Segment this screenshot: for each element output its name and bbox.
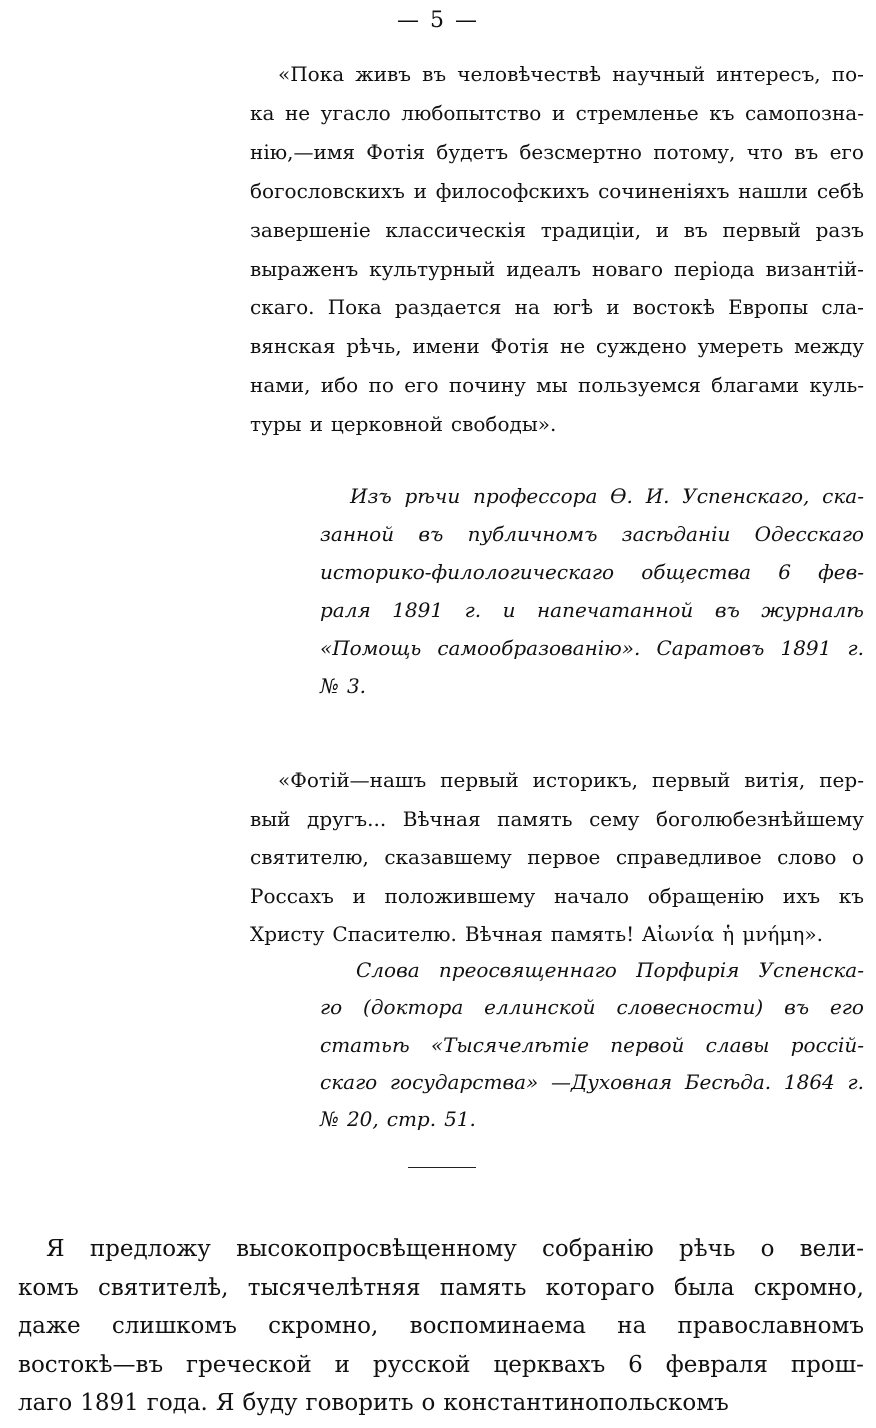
text-line: скаго государства» —Духовная Бесѣда. 1864 г. [320, 1069, 864, 1094]
text-line: историко-филологическаго общества 6 фев- [320, 560, 864, 584]
text-line: даже слишкомъ скромно, воспоминаема на православномъ [18, 1313, 864, 1339]
page-number: — 5 — [397, 8, 479, 33]
text-line: «Помощь самообразованію». Саратовъ 1891 г. [320, 636, 864, 660]
text-line: Изъ рѣчи профессора Ѳ. И. Успенскаго, ска- [350, 484, 864, 508]
text-line: «Фотій—нашъ первый историкъ, первый витія, пер- [278, 768, 864, 792]
text-line: «Пока живъ въ человѣчествѣ научный интересъ, по- [278, 62, 864, 86]
text-line: туры и церковной свободы». [250, 412, 557, 437]
section-divider [408, 1167, 476, 1168]
text-line: раля 1891 г. и напечатанной въ журналѣ [320, 598, 864, 622]
text-line: завершеніе классическія традиціи, и въ первый разъ [250, 217, 864, 242]
text-line: комъ святителѣ, тысячелѣтняя память котораго была скромно, [18, 1274, 864, 1301]
text-line: Россахъ и положившему начало обращенію ихъ къ [250, 883, 864, 908]
text-line: скаго. Пока раздается на югѣ и востокѣ Европы сла- [250, 295, 864, 320]
text-line: богословскихъ и философскихъ сочиненіяхъ нашли себѣ [250, 178, 864, 203]
text-line: вянская рѣчь, имени Фотія не суждено умереть между [250, 334, 864, 359]
text-line: Слова преосвященнаго Порфирія Успенска- [356, 958, 864, 982]
text-line: нію,—имя Фотія будетъ безсмертно потому, что въ его [250, 139, 864, 164]
text-line: Христу Спасителю. Вѣчная память! Αἰωνία ἡ μνήμη». [250, 922, 823, 946]
text-line: № 20, стр. 51. [320, 1107, 476, 1132]
text-line: № 3. [320, 674, 367, 698]
text-line: вый другъ... Вѣчная память сему боголюбезнѣйшему [250, 806, 864, 831]
text-line: святителю, сказавшему первое справедливое слово о [250, 845, 864, 869]
text-line: нами, ибо по его почину мы пользуемся благами куль- [250, 373, 864, 398]
text-line: статьѣ «Тысячелѣтіе первой славы россій- [320, 1032, 864, 1057]
text-line: выраженъ культурный идеалъ новаго періода византій- [250, 256, 864, 281]
text-line: востокѣ—въ греческой и русской церквахъ 6 февраля прош- [18, 1351, 864, 1378]
text-line: занной въ публичномъ засѣданіи Одесскаго [320, 522, 864, 546]
text-line: ка не угасло любопытство и стремленье къ самопозна- [250, 100, 864, 125]
text-line: го (доктора еллинской словесности) въ его [320, 995, 864, 1020]
text-line: лаго 1891 года. Я буду говорить о константинопольскомъ [18, 1390, 729, 1416]
text-line: Я предложу высокопросвѣщенному собранію рѣчь о вели- [46, 1236, 864, 1262]
